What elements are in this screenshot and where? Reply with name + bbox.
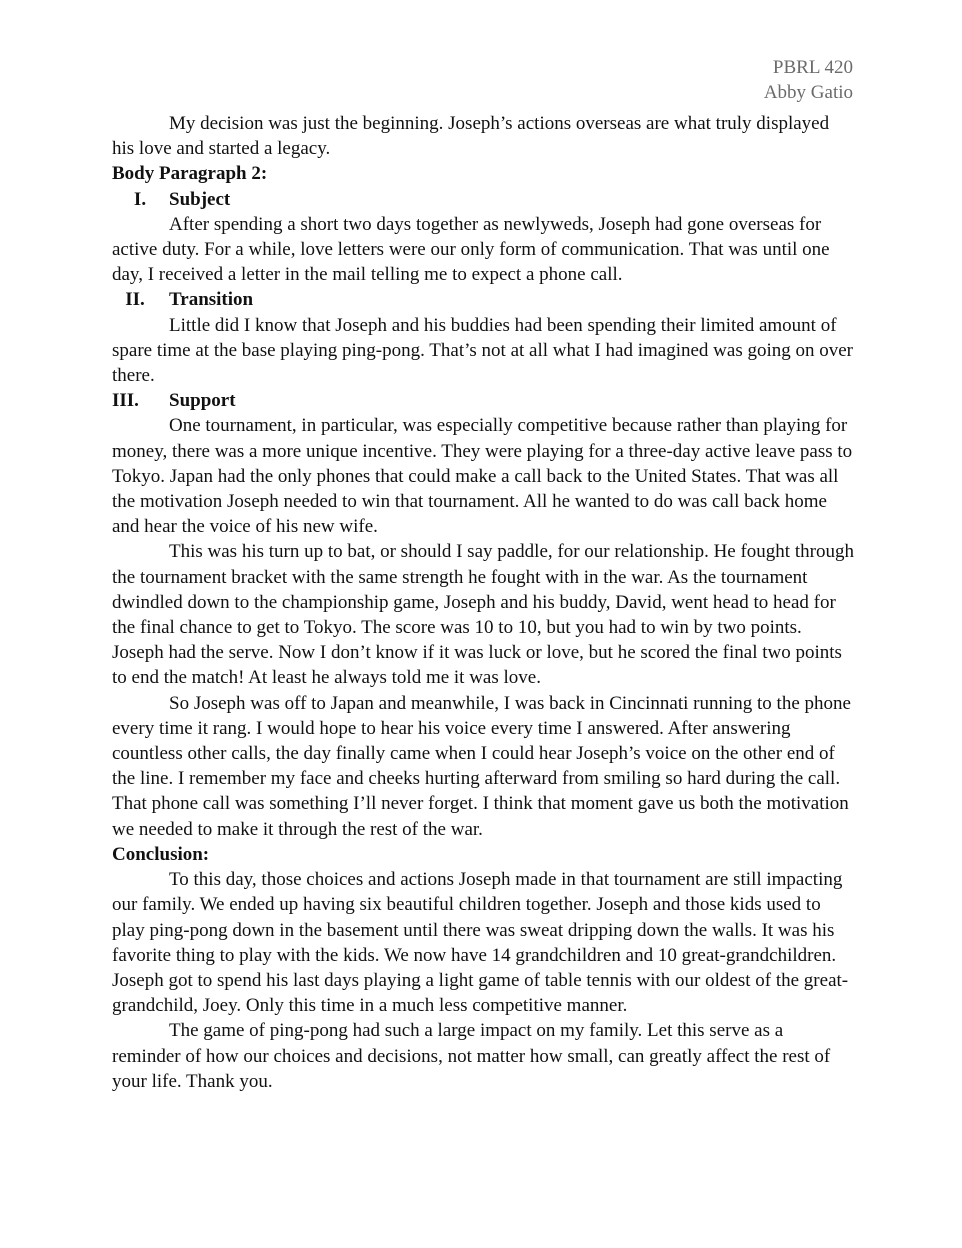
section-title: Subject xyxy=(169,188,231,210)
section-heading-subject xyxy=(112,187,854,212)
conclusion-paragraph-2: The game of ping-pong had such a large impact on my family. Let this serve as a reminder of how our choices and decisions, not matter how small, can greatly affect the rest of your life. Thank you. xyxy=(112,1020,831,1092)
support-paragraph-2: This was his turn up to bat, or should I say paddle, for our relationship. He fought through the tournament bracket with the same strength he fought with in the war. As the tournament dwindled down to the championship game, Joseph and his buddy, David, went head to head for the final chance to get to Tokyo. The score was 10 to 10, but you had to win by two points. Joseph had the serve. Now I don’t know if it was luck or love, but he scored the final two points to end the match! At least he always told me it was love. xyxy=(112,541,854,689)
section-title: Support xyxy=(169,390,236,412)
page-header xyxy=(764,55,853,105)
transition-paragraph: Little did I know that Joseph and his buddies had been spending their limited amount of spare time at the base playing ping-pong. That’s not at all what I had imagined was going on over there. xyxy=(112,314,853,387)
section-heading-transition xyxy=(112,287,854,312)
section-numeral: II. xyxy=(125,289,145,311)
section-numeral: III. xyxy=(112,390,139,412)
section-numeral: I. xyxy=(133,188,147,210)
conclusion-paragraph-1: To this day, those choices and actions Joseph made in that tournament are still impacting our family. We ended up having six beautiful children together. Joseph and those kids used to play ping-pong down in the basement until there was sweat dripping down the walls. It was his favorite thing to play with the kids. We now have 14 grandchildren and 10 great-grandchildren. Joseph got to spend his last days playing a light game of table tennis with our oldest of the great-grandchild, Joey. Only this time in a much less competitive manner. xyxy=(112,869,849,1017)
course-code: PBRL 420 xyxy=(772,57,853,78)
support-paragraph-1: One tournament, in particular, was especially competitive because rather than playing for money, there was a more unique incentive. They were playing for a three-day active leave pass to Tokyo. Japan had the only phones that could make a call back to the United States. That was all the motivation Joseph needed to win that tournament. All he wanted to do was call back home and hear the voice of his new wife. xyxy=(112,415,853,538)
section-title: Transition xyxy=(169,289,254,311)
intro-paragraph: My decision was just the beginning. Joseph’s actions overseas are what truly displayed his love and started a legacy. xyxy=(112,113,830,160)
author-name: Abby Gatio xyxy=(763,82,853,103)
conclusion-heading: Conclusion: xyxy=(112,843,210,865)
subject-paragraph: After spending a short two days together as newlyweds, Joseph had gone overseas for active duty. For a while, love letters were our only form of communication. That was until one day, I received a letter in the mail telling me to expect a phone call. xyxy=(112,213,830,286)
support-paragraph-3: So Joseph was off to Japan and meanwhile, I was back in Cincinnati running to the phone every time it rang. I would hope to hear his voice every time I answered. After answering countless other calls, the day finally came when I could hear Joseph’s voice on the other end of the line. I remember my face and cheeks hurting afterward from smiling so hard during the call. That phone call was something I’ll never forget. I think that moment gave us both the motivation we needed to make it through the rest of the war. xyxy=(112,692,851,840)
section-heading-support xyxy=(112,388,854,413)
document-body xyxy=(112,111,854,1094)
body-paragraph-heading: Body Paragraph 2: xyxy=(112,163,268,185)
